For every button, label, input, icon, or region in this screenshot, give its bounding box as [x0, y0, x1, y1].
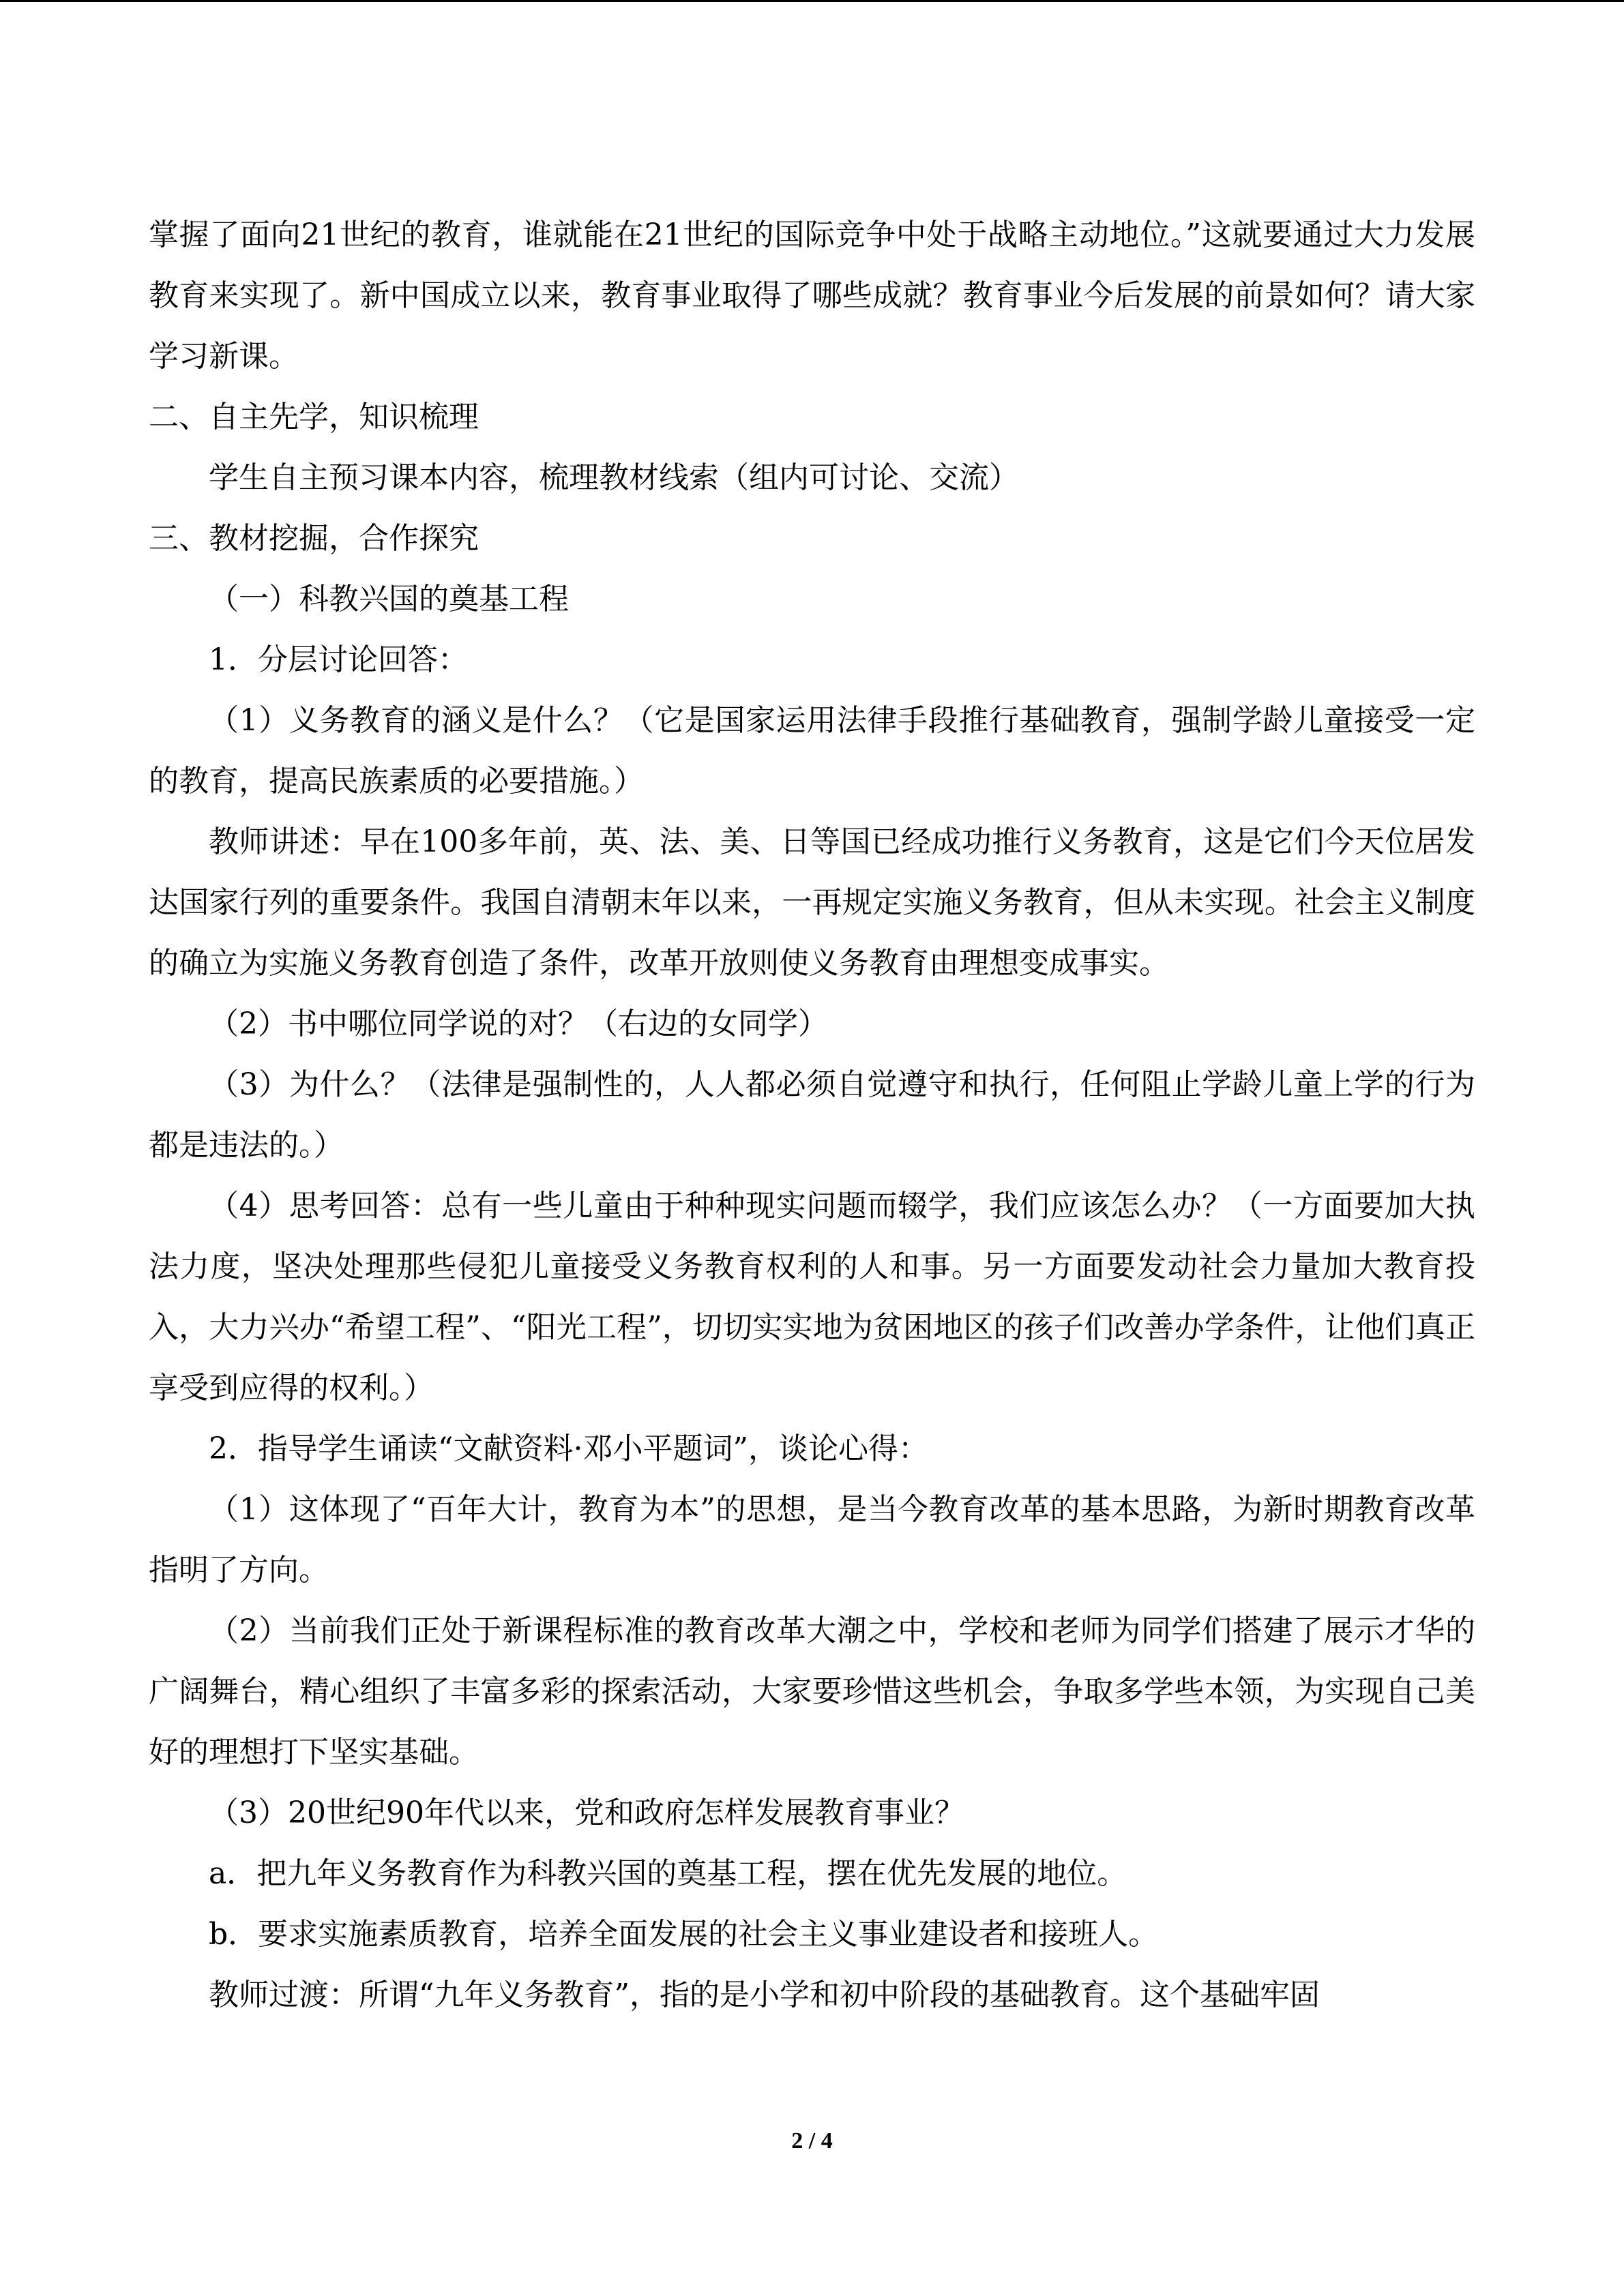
top-border-line: [0, 0, 1624, 2]
paragraph: 1．分层讨论回答：: [209, 642, 468, 677]
paragraph: （1）义务教育的涵义是什么？（它是国家运用法律手段推行基础教育，强制学龄儿童接受一定的教育，提高民族素质的必要措施。）: [149, 703, 1475, 799]
paragraph: （4）思考回答：总有一些儿童由于种种现实问题而辍学，我们应该怎么办？（一方面要加大执法力度，坚决处理那些侵犯儿童接受义务教育权利的人和事。另一方面要发动社会力量加大教育投入，大力兴办“希望工程”、“阳光工程”，切切实实地为贫困地区的孩子们改善办学条件，让他们真正享受到应得的权利。）: [149, 1189, 1475, 1405]
paragraph: （1）这体现了“百年大计，教育为本”的思想，是当今教育改革的基本思路，为新时期教育改革指明了方向。: [149, 1492, 1475, 1587]
page-number: 2 / 4: [791, 2128, 833, 2153]
paragraph: （2）当前我们正处于新课程标准的教育改革大潮之中，学校和老师为同学们搭建了展示才华的广阔舞台，精心组织了丰富多彩的探索活动，大家要珍惜这些机会，争取多学些本领，为实现自己美好的理想打下坚实基础。: [149, 1613, 1475, 1770]
paragraph: （3）20世纪90年代以来，党和政府怎样发展教育事业？: [209, 1795, 964, 1830]
paragraph: 教师过渡：所谓“九年义务教育”，指的是小学和初中阶段的基础教育。这个基础牢固: [209, 1978, 1320, 2012]
paragraph: a．把九年义务教育作为科教兴国的奠基工程，摆在优先发展的地位。: [209, 1856, 1127, 1891]
subsection-heading: （一）科教兴国的奠基工程: [209, 582, 569, 616]
paragraph: 教师讲述：早在100多年前，英、法、美、日等国已经成功推行义务教育，这是它们今天位居发达国家行列的重要条件。我国自清朝末年以来，一再规定实施义务教育，但从未实现。社会主义制度的确立为实施义务教育创造了条件，改革开放则使义务教育由理想变成事实。: [149, 824, 1475, 981]
paragraph: （2）书中哪位同学说的对？（右边的女同学）: [209, 1007, 828, 1041]
section-heading: 三、教材挖掘，合作探究: [149, 521, 479, 556]
paragraph: 掌握了面向21世纪的教育，谁就能在21世纪的国际竞争中处于战略主动地位。”这就要通过大力发展教育来实现了。新中国成立以来，教育事业取得了哪些成就？教育事业今后发展的前景如何？请大家学习新课。: [149, 218, 1475, 374]
document-body: [149, 205, 1475, 2025]
paragraph: 2．指导学生诵读“文献资料·邓小平题词”，谈论心得：: [209, 1431, 928, 1466]
paragraph: 学生自主预习课本内容，梳理教材线索（组内可讨论、交流）: [209, 460, 1019, 495]
section-heading: 二、自主先学，知识梳理: [149, 400, 479, 434]
paragraph: b．要求实施素质教育，培养全面发展的社会主义事业建设者和接班人。: [209, 1917, 1159, 1952]
paragraph: （3）为什么？（法律是强制性的，人人都必须自觉遵守和执行，任何阻止学龄儿童上学的行为都是违法的。）: [149, 1067, 1475, 1163]
